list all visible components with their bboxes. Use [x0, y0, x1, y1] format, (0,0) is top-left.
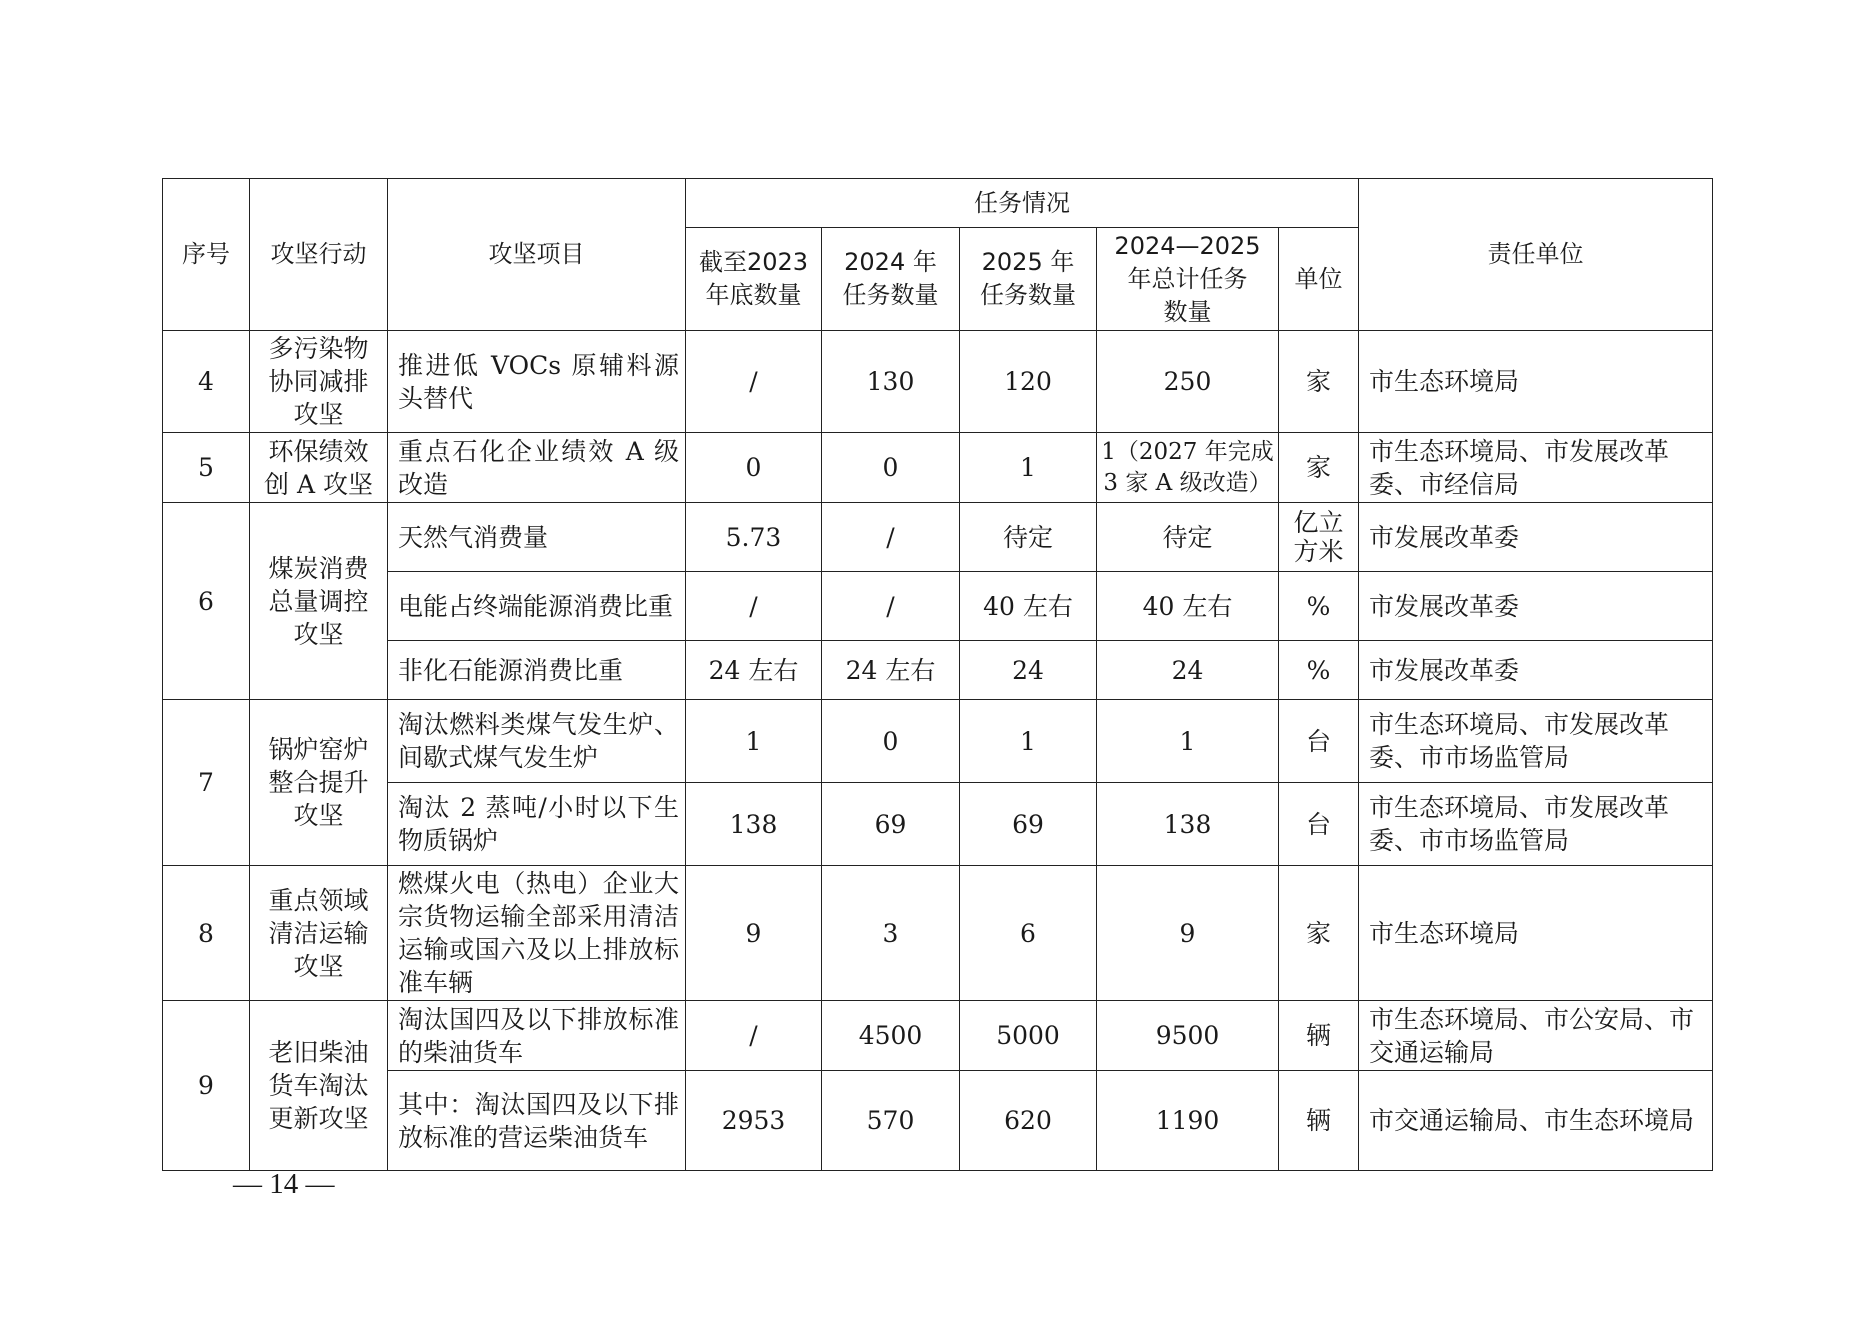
- header-task-group: 任务情况: [686, 179, 1359, 228]
- item-cell: 电能占终端能源消费比重: [388, 572, 686, 641]
- page-number: — 14 —: [233, 1168, 335, 1200]
- item-cell: 燃煤火电（热电）企业大宗货物运输全部采用清洁运输或国六及以上排放标准车辆: [388, 866, 686, 1001]
- seq-cell: 5: [163, 433, 250, 503]
- table-row: [163, 783, 1713, 866]
- unit-cell: %: [1279, 572, 1359, 641]
- value-2024-cell: 0: [822, 433, 960, 503]
- header-item: 攻坚项目: [388, 179, 686, 331]
- value-2025-cell: 620: [960, 1071, 1097, 1171]
- value-total-cell: 9: [1097, 866, 1279, 1001]
- responsible-cell: 市生态环境局、市发展改革委、市经信局: [1359, 433, 1713, 503]
- unit-cell: %: [1279, 641, 1359, 700]
- unit-cell: 家: [1279, 433, 1359, 503]
- value-2023-cell: 24 左右: [686, 641, 822, 700]
- seq-cell: 7: [163, 700, 250, 866]
- item-cell: 非化石能源消费比重: [388, 641, 686, 700]
- value-2024-cell: 0: [822, 700, 960, 783]
- unit-cell: 台: [1279, 783, 1359, 866]
- table-row: [163, 433, 1713, 503]
- value-2023-cell: 5.73: [686, 503, 822, 572]
- value-total-cell: 1190: [1097, 1071, 1279, 1171]
- responsible-cell: 市交通运输局、市生态环境局: [1359, 1071, 1713, 1171]
- header-2025: 2025 年 任务数量: [960, 228, 1097, 331]
- table-row: [163, 866, 1713, 1001]
- task-table: [162, 178, 1713, 1171]
- unit-cell: 家: [1279, 331, 1359, 433]
- responsible-cell: 市发展改革委: [1359, 503, 1713, 572]
- responsible-cell: 市生态环境局、市发展改革委、市市场监管局: [1359, 783, 1713, 866]
- value-total-cell: 9500: [1097, 1001, 1279, 1071]
- value-2025-cell: 待定: [960, 503, 1097, 572]
- seq-cell: 8: [163, 866, 250, 1001]
- unit-cell: 辆: [1279, 1071, 1359, 1171]
- value-total-cell: 138: [1097, 783, 1279, 866]
- value-total-cell: 1（2027 年完成 3 家 A 级改造）: [1097, 433, 1279, 503]
- action-cell: 老旧柴油 货车淘汰 更新攻坚: [250, 1001, 388, 1171]
- seq-cell: 9: [163, 1001, 250, 1171]
- item-cell: 淘汰国四及以下排放标准的柴油货车: [388, 1001, 686, 1071]
- value-2024-cell: /: [822, 572, 960, 641]
- action-cell: 环保绩效 创 A 攻坚: [250, 433, 388, 503]
- value-2025-cell: 1: [960, 700, 1097, 783]
- header-responsible: 责任单位: [1359, 179, 1713, 331]
- value-2025-cell: 69: [960, 783, 1097, 866]
- table-row: [163, 641, 1713, 700]
- header-total: 2024—2025 年总计任务 数量: [1097, 228, 1279, 331]
- value-total-cell: 24: [1097, 641, 1279, 700]
- value-2023-cell: 1: [686, 700, 822, 783]
- unit-cell: 家: [1279, 866, 1359, 1001]
- action-cell: 重点领域 清洁运输 攻坚: [250, 866, 388, 1001]
- item-cell: 淘汰 2 蒸吨/小时以下生物质锅炉: [388, 783, 686, 866]
- value-total-cell: 250: [1097, 331, 1279, 433]
- table-row: [163, 1071, 1713, 1171]
- item-cell: 重点石化企业绩效 A 级改造: [388, 433, 686, 503]
- responsible-cell: 市生态环境局、市公安局、市交通运输局: [1359, 1001, 1713, 1071]
- value-total-cell: 40 左右: [1097, 572, 1279, 641]
- value-2024-cell: 69: [822, 783, 960, 866]
- value-2024-cell: 130: [822, 331, 960, 433]
- unit-cell: 台: [1279, 700, 1359, 783]
- item-cell: 天然气消费量: [388, 503, 686, 572]
- header-seq: 序号: [163, 179, 250, 331]
- seq-cell: 4: [163, 331, 250, 433]
- value-2024-cell: 24 左右: [822, 641, 960, 700]
- action-cell: 煤炭消费 总量调控 攻坚: [250, 503, 388, 700]
- value-2024-cell: 4500: [822, 1001, 960, 1071]
- value-total-cell: 待定: [1097, 503, 1279, 572]
- value-total-cell: 1: [1097, 700, 1279, 783]
- action-cell: 锅炉窑炉 整合提升 攻坚: [250, 700, 388, 866]
- value-2023-cell: 2953: [686, 1071, 822, 1171]
- value-2023-cell: /: [686, 1001, 822, 1071]
- value-2025-cell: 5000: [960, 1001, 1097, 1071]
- header-action: 攻坚行动: [250, 179, 388, 331]
- header-2023: 截至2023 年底数量: [686, 228, 822, 331]
- value-2023-cell: /: [686, 572, 822, 641]
- responsible-cell: 市生态环境局、市发展改革委、市市场监管局: [1359, 700, 1713, 783]
- value-2023-cell: 0: [686, 433, 822, 503]
- value-2023-cell: 9: [686, 866, 822, 1001]
- item-cell: 淘汰燃料类煤气发生炉、间歇式煤气发生炉: [388, 700, 686, 783]
- responsible-cell: 市生态环境局: [1359, 866, 1713, 1001]
- value-2025-cell: 40 左右: [960, 572, 1097, 641]
- value-2025-cell: 1: [960, 433, 1097, 503]
- unit-cell: 亿立 方米: [1279, 503, 1359, 572]
- table-row: [163, 503, 1713, 572]
- value-2025-cell: 24: [960, 641, 1097, 700]
- item-cell: 推进低 VOCs 原辅料源头替代: [388, 331, 686, 433]
- value-2025-cell: 120: [960, 331, 1097, 433]
- header-2024: 2024 年 任务数量: [822, 228, 960, 331]
- table-row: [163, 1001, 1713, 1071]
- item-cell: 其中：淘汰国四及以下排放标准的营运柴油货车: [388, 1071, 686, 1171]
- unit-cell: 辆: [1279, 1001, 1359, 1071]
- responsible-cell: 市发展改革委: [1359, 572, 1713, 641]
- value-2023-cell: 138: [686, 783, 822, 866]
- value-2023-cell: /: [686, 331, 822, 433]
- table-row: [163, 331, 1713, 433]
- seq-cell: 6: [163, 503, 250, 700]
- value-2024-cell: 3: [822, 866, 960, 1001]
- task-table-wrapper: [162, 178, 1713, 1171]
- header-unit: 单位: [1279, 228, 1359, 331]
- value-2024-cell: /: [822, 503, 960, 572]
- action-cell: 多污染物 协同减排 攻坚: [250, 331, 388, 433]
- responsible-cell: 市发展改革委: [1359, 641, 1713, 700]
- table-row: [163, 700, 1713, 783]
- value-2025-cell: 6: [960, 866, 1097, 1001]
- table-row: [163, 572, 1713, 641]
- value-2024-cell: 570: [822, 1071, 960, 1171]
- responsible-cell: 市生态环境局: [1359, 331, 1713, 433]
